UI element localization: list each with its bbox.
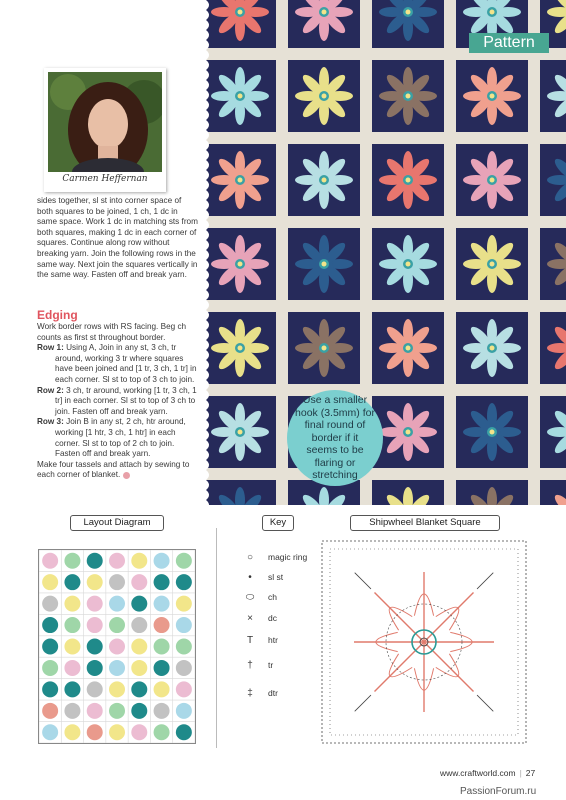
layout-square-dot — [176, 681, 192, 697]
layout-square-dot — [131, 660, 147, 676]
shipwheel-chart-svg — [318, 537, 530, 747]
layout-square-dot — [131, 553, 147, 569]
layout-square-dot — [42, 617, 58, 633]
layout-square-dot — [87, 660, 103, 676]
end-dot-icon — [123, 472, 130, 479]
key-item-sl-st — [238, 570, 283, 584]
double-treble-symbol-icon: ‡ — [247, 687, 253, 699]
edging-heading: Edging — [37, 308, 78, 322]
layout-square-dot — [87, 596, 103, 612]
layout-square-dot — [64, 639, 80, 655]
slip-stitch-symbol-icon: • — [248, 571, 252, 583]
layout-square-dot — [87, 724, 103, 740]
key-item-dtr — [238, 686, 278, 700]
layout-diagram-title: Layout Diagram — [70, 515, 164, 531]
layout-square-dot — [64, 681, 80, 697]
watermark: PassionForum.ru — [460, 786, 537, 797]
layout-square-dot — [176, 724, 192, 740]
pattern-tab-label: Pattern — [469, 33, 549, 53]
key-label: magic ring — [268, 552, 308, 562]
layout-square-dot — [154, 617, 170, 633]
layout-square-dot — [131, 703, 147, 719]
layout-square-dot — [42, 724, 58, 740]
tip-text: Use a smaller hook (3.5mm) for final round of border if it seems to be flaring or stretching — [295, 394, 375, 482]
chart-corner-stitch — [355, 573, 371, 589]
row-label: Row 2: — [37, 385, 64, 395]
layout-square-dot — [87, 639, 103, 655]
layout-square-dot — [42, 574, 58, 590]
key-item-htr — [238, 633, 278, 647]
layout-square-dot — [64, 660, 80, 676]
layout-square-dot — [154, 681, 170, 697]
layout-square-dot — [131, 724, 147, 740]
layout-square-dot — [42, 553, 58, 569]
layout-square-dot — [42, 660, 58, 676]
key-item-magic-ring — [238, 550, 307, 564]
layout-square-dot — [176, 617, 192, 633]
key-label: htr — [268, 635, 278, 645]
key-label: sl st — [268, 572, 284, 582]
blanket-photo-svg — [206, 0, 566, 505]
layout-square-dot — [176, 660, 192, 676]
page-footer — [440, 768, 535, 778]
intro-paragraph — [37, 196, 199, 281]
key-label: ch — [268, 592, 277, 602]
page-number: 27 — [525, 768, 536, 778]
layout-square-dot — [176, 574, 192, 590]
double-crochet-symbol-icon: × — [247, 612, 253, 624]
row-label: Row 3: — [37, 417, 64, 427]
chain-symbol-icon: ⬭ — [245, 591, 255, 603]
layout-square-dot — [109, 596, 125, 612]
shipwheel-chart — [318, 537, 530, 747]
layout-square-dot — [131, 617, 147, 633]
layout-square-dot — [109, 703, 125, 719]
key-item-ch — [238, 590, 277, 604]
key-label: dtr — [268, 688, 278, 698]
layout-square-dot — [87, 681, 103, 697]
layout-square-dot — [154, 724, 170, 740]
layout-square-dot — [109, 639, 125, 655]
layout-square-dot — [176, 639, 192, 655]
treble-symbol-icon: † — [247, 659, 253, 671]
edging-row-3 — [37, 417, 199, 459]
layout-square-dot — [87, 553, 103, 569]
chart-corner-stitch — [477, 695, 493, 711]
magic-ring-symbol-icon: ○ — [246, 551, 254, 563]
scalloped-edge — [200, 0, 214, 505]
layout-square-dot — [154, 703, 170, 719]
layout-square-dot — [87, 703, 103, 719]
layout-square-dot — [42, 703, 58, 719]
layout-diagram-svg — [39, 550, 195, 743]
layout-square-dot — [109, 724, 125, 740]
chart-petal-line — [375, 593, 424, 642]
layout-square-dot — [154, 574, 170, 590]
edging-intro: Work border rows with RS facing. Beg ch counts as first st throughout border. — [37, 322, 187, 342]
blanket-photo — [206, 0, 566, 505]
layout-square-dot — [64, 617, 80, 633]
chart-petal-line — [375, 642, 424, 691]
intro-text: sides together, sl st into corner space of both squares to be joined, 1 ch, 1 dc in same space. Work 1 dc in matching sts from both squares, making 1 dc in each corner of squares. Continue along row without breaking yarn. Join the following rows in the same way. Next join the squares vertically in the same way. Fasten off and break yarn. — [37, 196, 198, 280]
layout-square-dot — [109, 660, 125, 676]
layout-square-dot — [154, 553, 170, 569]
layout-square-dot — [64, 596, 80, 612]
layout-square-dot — [42, 681, 58, 697]
tip-bubble — [287, 390, 383, 486]
key-label: dc — [268, 613, 277, 623]
layout-square-dot — [64, 553, 80, 569]
layout-square-dot — [87, 574, 103, 590]
layout-square-dot — [109, 553, 125, 569]
layout-square-dot — [131, 681, 147, 697]
chart-corner-stitch — [355, 695, 371, 711]
key-item-tr — [238, 658, 273, 672]
author-portrait — [48, 72, 162, 172]
author-name: Carmen Heffernan — [62, 174, 148, 184]
layout-square-dot — [64, 574, 80, 590]
chart-corner-stitch — [477, 573, 493, 589]
edging-row-1 — [37, 343, 199, 385]
half-treble-symbol-icon: T — [246, 634, 254, 646]
layout-square-dot — [64, 703, 80, 719]
row-text: Join B in any st, 2 ch, htr around, working [1 htr, 3 ch, 1 htr] in each corner. Sl st to top of 2 ch to join. Fasten off and break yarn. — [55, 417, 186, 459]
layout-square-dot — [131, 596, 147, 612]
layout-square-dot — [109, 617, 125, 633]
edging-outro-text: Make four tassels and attach by sewing to each corner of blanket. — [37, 459, 190, 480]
author-photo-card — [44, 68, 166, 192]
layout-square-dot — [176, 553, 192, 569]
layout-square-dot — [154, 639, 170, 655]
layout-square-dot — [87, 617, 103, 633]
edging-section — [37, 322, 199, 481]
layout-square-dot — [154, 596, 170, 612]
layout-square-dot — [109, 681, 125, 697]
footer-site: www.craftworld.com — [440, 768, 516, 778]
divider — [216, 528, 217, 748]
edging-outro — [37, 460, 199, 481]
layout-square-dot — [154, 660, 170, 676]
layout-square-dot — [109, 574, 125, 590]
layout-square-dot — [131, 639, 147, 655]
chart-petal-line — [424, 593, 473, 642]
layout-square-dot — [64, 724, 80, 740]
key-item-dc — [238, 611, 277, 625]
key-label: tr — [268, 660, 274, 670]
layout-diagram — [38, 549, 196, 744]
chart-petal-line — [424, 642, 473, 691]
layout-square-dot — [42, 596, 58, 612]
footer-separator: | — [519, 768, 522, 778]
key-title: Key — [262, 515, 294, 531]
row-text: 3 ch, tr around, working [1 tr, 3 ch, 1 tr] in each corner. Sl st to top of 3 ch to join. Fasten off and break yarn. — [55, 385, 197, 416]
layout-square-dot — [42, 639, 58, 655]
layout-square-dot — [176, 703, 192, 719]
chart-title: Shipwheel Blanket Square — [350, 515, 500, 531]
row-text: Using A, Join in any st, 3 ch, tr around, working 3 tr where squares have been joined and [1 tr, 3 ch, 1 tr] in each corner. Sl st to top of 3 ch to join. — [55, 343, 197, 384]
row-label: Row 1: — [37, 343, 64, 353]
layout-square-dot — [131, 574, 147, 590]
edging-row-2 — [37, 386, 199, 418]
layout-square-dot — [176, 596, 192, 612]
